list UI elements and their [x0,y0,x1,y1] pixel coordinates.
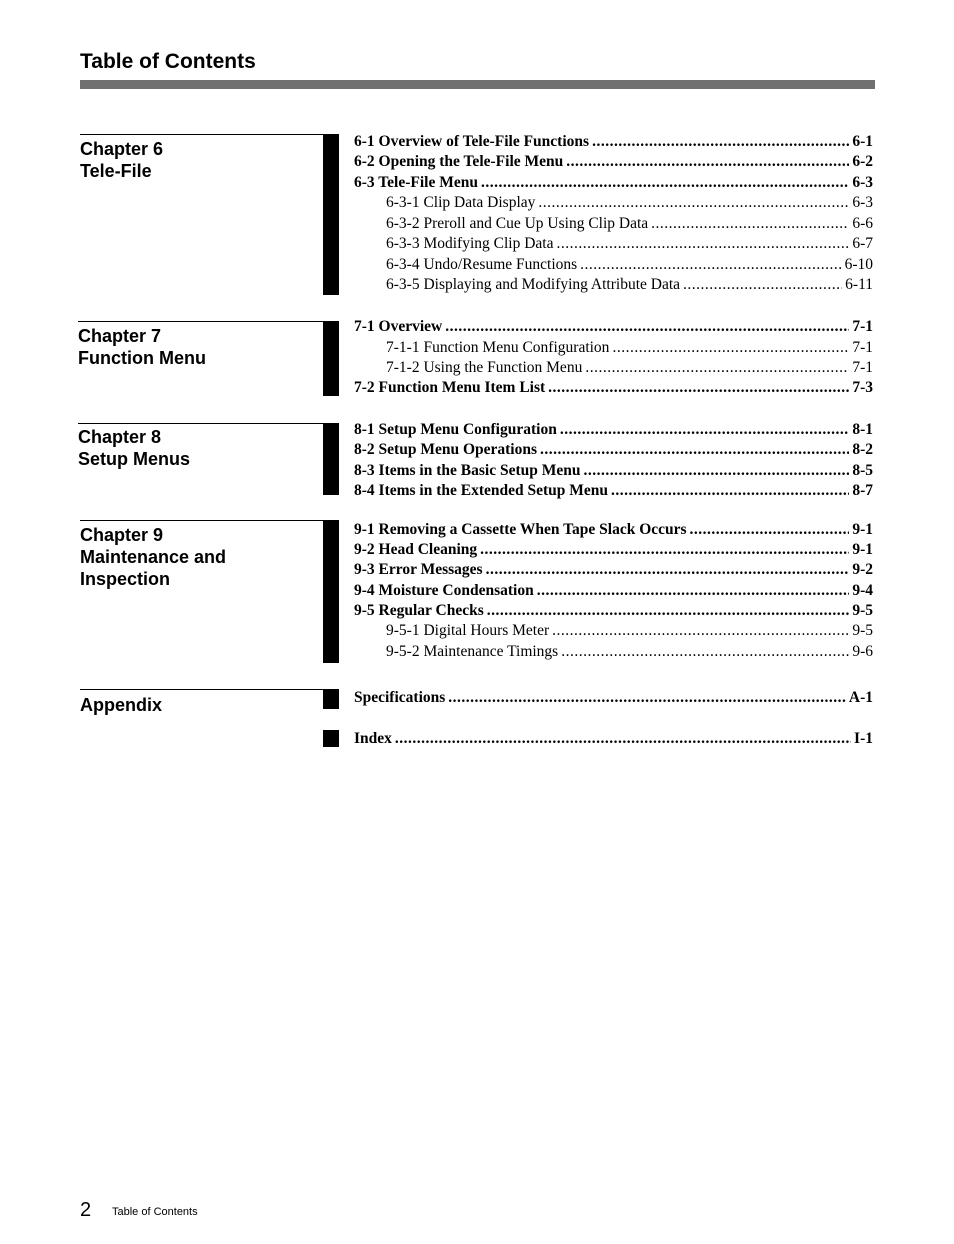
leader-dots [448,689,846,707]
chapter-bar [323,321,339,396]
chapter-label-line: Function Menu [78,348,206,368]
toc-subentry[interactable] [386,213,873,233]
toc-entry-page: 9-5 [852,622,873,639]
toc-entry-title: 9-3 Error Messages [354,561,483,578]
toc-entry-page: 9-6 [852,643,873,660]
chapter-label [80,524,226,590]
toc-entry-title: 6-3-1 Clip Data Display [386,194,536,211]
toc-entry-title: 9-5-2 Maintenance Timings [386,643,559,660]
toc-subentry[interactable] [386,274,873,294]
leader-dots [612,339,849,357]
chapter-rule [80,134,324,135]
leader-dots [583,462,849,480]
toc-entry-title: 9-1 Removing a Cassette When Tape Slack Occurs [354,521,687,538]
toc-entry[interactable] [354,480,873,500]
toc-entry-title: 8-3 Items in the Basic Setup Menu [354,462,581,479]
toc-entry-page: 9-1 [852,521,873,538]
chapter-bar [323,134,339,295]
toc-entry[interactable] [354,687,873,707]
toc-entry-page: 9-5 [852,602,873,619]
toc-entry-title: 6-3-5 Displaying and Modifying Attribute Data [386,276,681,293]
toc-entry[interactable] [354,539,873,559]
leader-dots [538,194,849,212]
toc-entry-page: 7-1 [852,359,873,376]
leader-dots [611,482,849,500]
leader-dots [561,643,849,661]
leader-dots [552,622,849,640]
toc-entry-page: 9-2 [852,561,873,578]
toc-entry-title: 6-2 Opening the Tele-File Menu [354,153,564,170]
toc-entry-page: 6-11 [845,276,873,293]
toc-entry[interactable] [354,580,873,600]
leader-dots [537,582,850,600]
toc-subentry[interactable] [386,337,873,357]
toc-entry-title: 6-3-3 Modifying Clip Data [386,235,554,252]
toc-entry-title: 8-1 Setup Menu Configuration [354,421,557,438]
toc-entry-page: 9-1 [852,541,873,558]
footer-section-label: Table of Contents [112,1206,198,1218]
toc-entry-page: 9-4 [852,582,873,599]
leader-dots [585,359,849,377]
toc-entry[interactable] [354,439,873,459]
chapter-label-line: Chapter 9 [80,525,164,545]
toc-entry-title: 6-3-2 Preroll and Cue Up Using Clip Data [386,215,649,232]
toc-entry[interactable] [354,600,873,620]
chapter-bar [323,520,339,663]
title-rule [80,80,875,89]
toc-subentry[interactable] [386,641,873,661]
chapter-label [80,138,163,182]
toc-entry[interactable] [354,728,873,748]
leader-dots [395,730,851,748]
toc-entry-page: 8-2 [852,441,873,458]
toc-entry-page: I-1 [854,730,873,747]
chapter-label [78,426,190,470]
toc-entry-page: 6-6 [852,215,873,232]
toc-entry-title: 9-4 Moisture Condensation [354,582,534,599]
toc-entry[interactable] [354,460,873,480]
leader-dots [566,153,849,171]
toc-entry-title: 9-5-1 Digital Hours Meter [386,622,550,639]
chapter-label [78,325,206,369]
leader-dots [592,133,849,151]
toc-entry[interactable] [354,559,873,579]
toc-entry-page: A-1 [848,689,873,706]
toc-subentry[interactable] [386,233,873,253]
toc-entry-title: 7-1-1 Function Menu Configuration [386,339,610,356]
chapter-label-line: Tele-File [80,161,152,181]
toc-entry[interactable] [354,377,873,397]
leader-dots [683,276,842,294]
toc-subentry[interactable] [386,254,873,274]
toc-entry-title: 7-1-2 Using the Function Menu [386,359,583,376]
leader-dots [580,256,841,274]
leader-dots [486,561,850,579]
toc-entry-page: 6-3 [852,194,873,211]
chapter-label-line: Setup Menus [78,449,191,469]
toc-entry-page: 6-3 [852,174,873,191]
toc-entry-page: 7-3 [852,379,873,396]
leader-dots [480,541,849,559]
toc-entry-title: 9-2 Head Cleaning [354,541,478,558]
chapter-rule [78,321,324,322]
toc-entry-title: 9-5 Regular Checks [354,602,484,619]
leader-dots [556,235,849,253]
chapter-bar [323,689,339,709]
leader-dots [445,318,849,336]
toc-subentry[interactable] [386,620,873,640]
footer-page-number: 2 [80,1199,92,1221]
toc-entry[interactable] [354,519,873,539]
toc-entry[interactable] [354,316,873,336]
index-bar [323,730,339,747]
leader-dots [560,421,850,439]
toc-entry-title: 6-1 Overview of Tele-File Functions [354,133,590,150]
toc-entry-title: 8-2 Setup Menu Operations [354,441,537,458]
toc-entry-page: 8-5 [852,462,873,479]
leader-dots [651,215,849,233]
toc-entry-title: 8-4 Items in the Extended Setup Menu [354,482,609,499]
chapter-label-line: Chapter 6 [80,139,164,159]
toc-entry-page: 6-2 [852,153,873,170]
toc-entry-page: 6-7 [852,235,873,252]
toc-entry[interactable] [354,131,873,151]
leader-dots [548,379,849,397]
toc-entry-title: 7-1 Overview [354,318,443,335]
chapter-bar [323,423,339,495]
chapter-rule [80,520,324,521]
toc-entry-title: Index [354,730,392,747]
chapter-label-line: Chapter 7 [78,326,162,346]
toc-entry[interactable] [354,419,873,439]
leader-dots [690,521,850,539]
chapter-label [80,694,162,716]
leader-dots [481,174,849,192]
leader-dots [540,441,849,459]
toc-entry[interactable] [354,172,873,192]
page-title: Table of Contents [80,50,256,73]
chapter-rule [78,423,324,424]
chapter-label-line: Chapter 8 [78,427,162,447]
toc-subentry[interactable] [386,192,873,212]
toc-entry-title: 7-2 Function Menu Item List [354,379,546,396]
toc-entry-title: 6-3 Tele-File Menu [354,174,478,191]
leader-dots [487,602,850,620]
chapter-label-line: Maintenance and [80,547,227,567]
chapter-label-line: Appendix [80,695,163,715]
toc-entry[interactable] [354,151,873,171]
toc-entry-page: 8-7 [852,482,873,499]
toc-entry-page: 6-10 [844,256,873,273]
toc-entry-page: 7-1 [852,318,873,335]
chapter-label-line: Inspection [80,569,171,589]
chapter-rule [80,689,324,690]
toc-entry-page: 7-1 [852,339,873,356]
toc-subentry[interactable] [386,357,873,377]
toc-entry-title: 6-3-4 Undo/Resume Functions [386,256,578,273]
toc-entry-title: Specifications [354,689,446,706]
toc-entry-page: 6-1 [852,133,873,150]
toc-entry-page: 8-1 [852,421,873,438]
